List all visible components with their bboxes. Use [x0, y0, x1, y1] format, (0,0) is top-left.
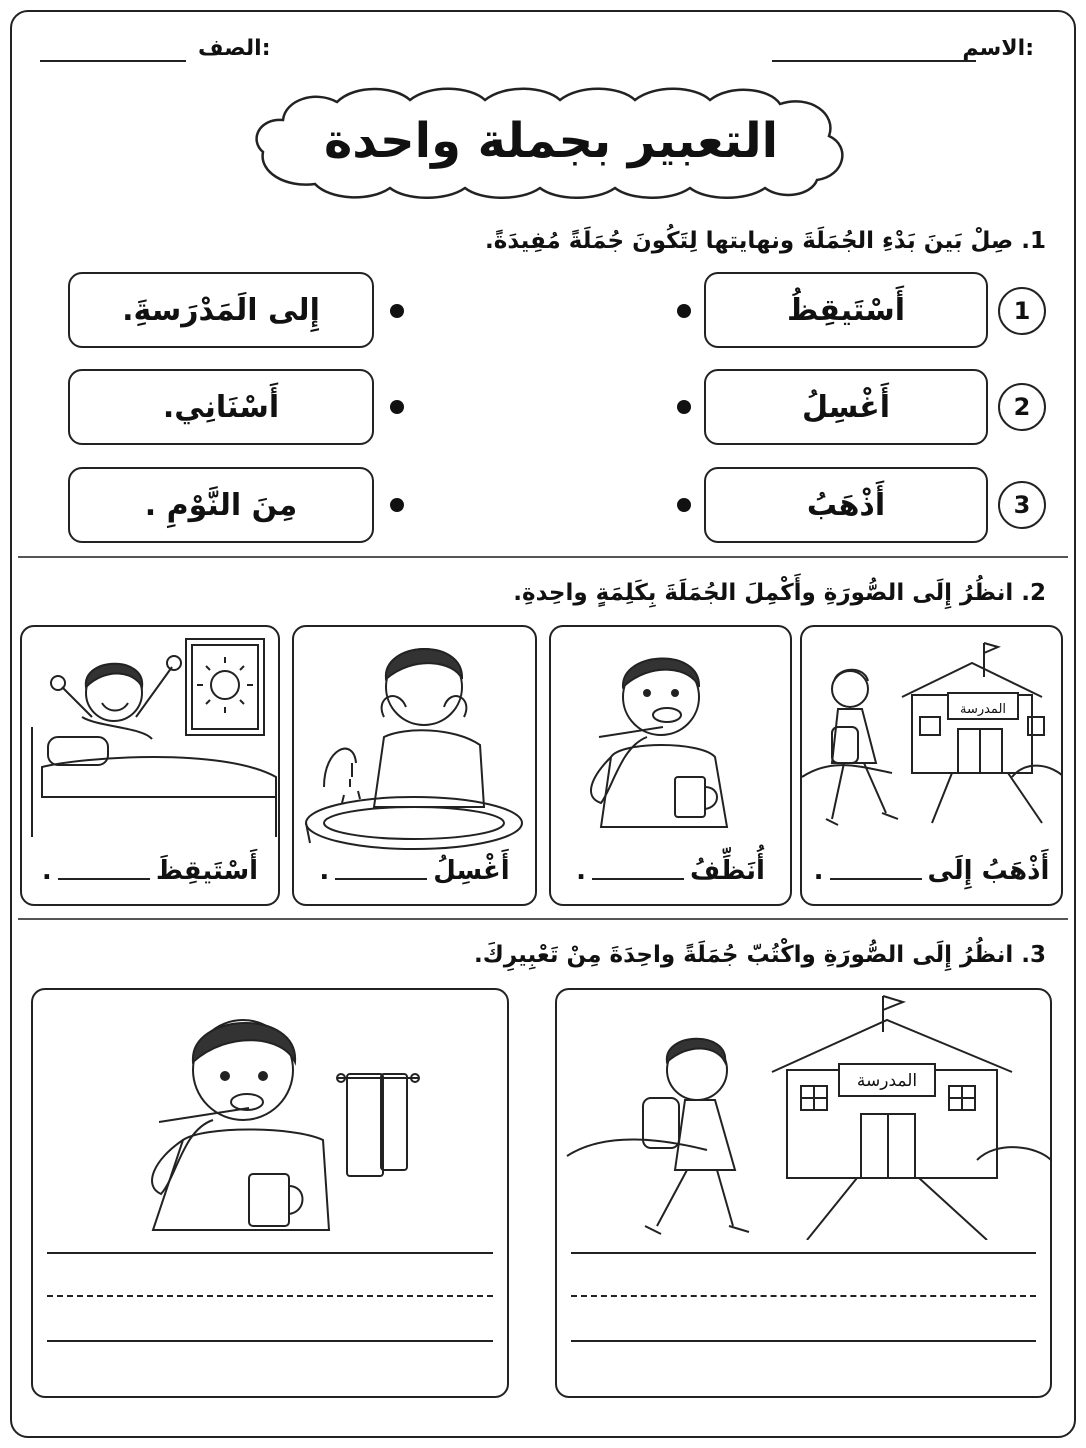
caption-card-1: [802, 856, 1061, 886]
number-circle-3: 3: [998, 481, 1046, 529]
caption-text: أَسْتَيقِظَ: [155, 856, 259, 886]
number-circle-2: 2: [998, 383, 1046, 431]
connect-dot-start-3[interactable]: [677, 498, 691, 512]
school-sign-text: المدرسة: [959, 702, 1007, 717]
caption-card-2: [551, 856, 790, 886]
class-field[interactable]: [40, 60, 186, 62]
writing-line-3[interactable]: [47, 1340, 493, 1342]
caption-text: أَذْهَبُ إِلَى: [927, 856, 1050, 886]
caption-period: .: [319, 856, 330, 886]
start-box-3[interactable]: أَذْهَبُ: [704, 467, 988, 543]
answer-blank[interactable]: [592, 876, 684, 880]
number-circle-1: 1: [998, 287, 1046, 335]
title-cloud: [245, 80, 857, 202]
caption-period: .: [41, 856, 52, 886]
connect-dot-start-2[interactable]: [677, 400, 691, 414]
writing-line-1[interactable]: [47, 1252, 493, 1254]
answer-blank[interactable]: [830, 876, 922, 880]
connect-dot-end-2[interactable]: [390, 400, 404, 414]
picture-card-school: [800, 625, 1063, 906]
start-box-1[interactable]: أَسْتَيقِظُ: [704, 272, 988, 348]
writing-card-school: [555, 988, 1052, 1398]
caption-card-3: [294, 856, 535, 886]
boy-brushing-teeth-large-illustration: [33, 990, 509, 1240]
picture-card-waking: [20, 625, 280, 906]
school-sign-text: المدرسة: [856, 1071, 918, 1091]
name-field[interactable]: [772, 60, 976, 62]
picture-card-brushing: [549, 625, 792, 906]
writing-line-3[interactable]: [571, 1340, 1036, 1342]
writing-line-2[interactable]: [571, 1295, 1036, 1297]
name-label: الاسم:: [962, 36, 1034, 61]
connect-dot-start-1[interactable]: [677, 304, 691, 318]
connect-dot-end-1[interactable]: [390, 304, 404, 318]
caption-period: .: [576, 856, 586, 886]
answer-blank[interactable]: [335, 876, 427, 880]
start-box-2[interactable]: أَغْسِلُ: [704, 369, 988, 445]
end-box-3[interactable]: مِنَ النَّوْمِ .: [68, 467, 374, 543]
end-box-1[interactable]: إِلى الَمَدْرَسةَِ.: [68, 272, 374, 348]
caption-period: .: [813, 856, 824, 886]
page-title: التعبير بجملة واحدة: [323, 113, 779, 169]
caption-text: أَغْسِلُ: [433, 856, 510, 886]
writing-line-2[interactable]: [47, 1295, 493, 1297]
section3-instruction: 3. انظُرُ إِلَى الصُّورَةِ واكْتُبّ جُمَلَةً واحِدَةَ مِنْ تَعْبِيرِكَ.: [474, 942, 1046, 968]
writing-card-brushing: [31, 988, 509, 1398]
class-label: الصف:: [198, 36, 271, 61]
section1-instruction: 1. صِلْ بَينَ بَدْءِ الجُمَلَةَ ونهايتها لِتَكُونَ جُمَلَةً مُفِيدَةً.: [485, 228, 1046, 254]
picture-card-washing: [292, 625, 537, 906]
section2-instruction: 2. انظُرُ إِلَى الصُّورَةِ وأَكْمِلَ الجُمَلَةَ بِكَلِمَةٍ واحِدةِ.: [513, 580, 1046, 606]
writing-line-1[interactable]: [571, 1252, 1036, 1254]
end-box-2[interactable]: أَسْنَانِي.: [68, 369, 374, 445]
answer-blank[interactable]: [58, 876, 150, 880]
connect-dot-end-3[interactable]: [390, 498, 404, 512]
section-divider-2: [18, 918, 1068, 920]
caption-card-4: [22, 856, 278, 886]
boy-walking-to-school-large-illustration: [557, 990, 1052, 1240]
caption-text: أُنَظِّفُ: [689, 856, 765, 886]
section-divider-1: [18, 556, 1068, 558]
